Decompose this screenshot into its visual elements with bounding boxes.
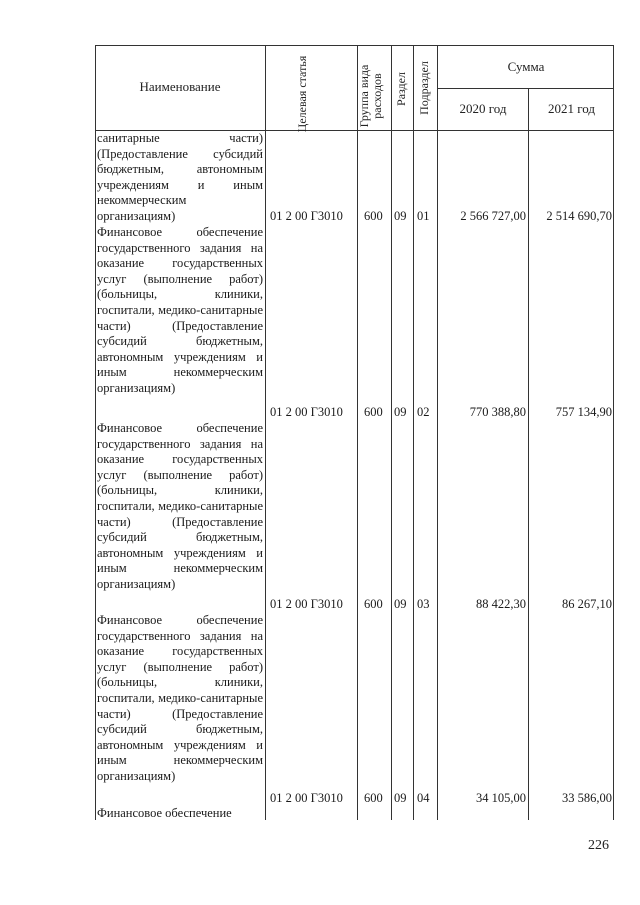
header-name: Наименование	[139, 79, 221, 94]
row-group: 600	[364, 597, 383, 611]
header-expense-group: Группа вида расходов	[357, 64, 384, 128]
page-number: 226	[588, 838, 609, 853]
column-divider	[437, 45, 438, 820]
row-section: 09	[394, 597, 407, 611]
row-group: 600	[364, 209, 383, 223]
row-description: санитарные части) (Предоставление субсидий бюджетным, автономным учреждениям и иным некоммерческим организациям)	[97, 131, 263, 223]
column-divider	[391, 45, 392, 820]
row-description: Финансовое обеспечение государственного задания на оказание государственных услуг (выполнение работ) (больницы, клиники, госпитали, медико-санитарные части) (Предоставление субсидий бюджетным, автономным учреждениям и иным некоммерческим организациям)	[97, 421, 263, 591]
row-sum-2020: 34 105,00	[476, 791, 526, 805]
header-section: Раздел	[394, 72, 408, 106]
row-group: 600	[364, 405, 383, 419]
column-divider	[357, 45, 358, 820]
row-sum-2021: 757 134,90	[555, 405, 612, 419]
header-year-2020: 2020 год	[459, 101, 507, 116]
header-target: Целевая статья	[295, 55, 309, 133]
row-subsection: 01	[417, 209, 430, 223]
row-section: 09	[394, 209, 407, 223]
header-sum: Сумма	[507, 59, 545, 74]
header-year-2021: 2021 год	[548, 101, 595, 116]
header-subsection: Подраздел	[417, 61, 431, 115]
column-divider	[265, 45, 266, 820]
row-subsection: 02	[417, 405, 430, 419]
row-subsection: 04	[417, 791, 430, 805]
row-section: 09	[394, 405, 407, 419]
row-subsection: 03	[417, 597, 430, 611]
header-divider	[437, 88, 614, 89]
column-divider	[413, 45, 414, 820]
row-description: Финансовое обеспечение	[97, 806, 232, 820]
row-group: 600	[364, 791, 383, 805]
row-target: 01 2 00 Г3010	[270, 209, 343, 223]
row-description: Финансовое обеспечение государственного задания на оказание государственных услуг (выполнение работ) (больницы, клиники, госпитали, медико-санитарные части) (Предоставление субсидий бюджетным, автономным учреждениям и иным некоммерческим организациям)	[97, 613, 263, 783]
row-sum-2021: 2 514 690,70	[546, 209, 612, 223]
row-target: 01 2 00 Г3010	[270, 405, 343, 419]
row-sum-2020: 770 388,80	[469, 405, 526, 419]
row-target: 01 2 00 Г3010	[270, 597, 343, 611]
row-section: 09	[394, 791, 407, 805]
row-sum-2021: 33 586,00	[562, 791, 612, 805]
row-sum-2020: 2 566 727,00	[460, 209, 526, 223]
row-target: 01 2 00 Г3010	[270, 791, 343, 805]
column-divider	[528, 88, 529, 820]
row-description: Финансовое обеспечение государственного задания на оказание государственных услуг (выполнение работ) (больницы, клиники, госпитали, медико-санитарные части) (Предоставление субсидий бюджетным, автономным учреждениям и иным некоммерческим организациям)	[97, 225, 263, 395]
row-sum-2020: 88 422,30	[476, 597, 526, 611]
row-sum-2021: 86 267,10	[562, 597, 612, 611]
